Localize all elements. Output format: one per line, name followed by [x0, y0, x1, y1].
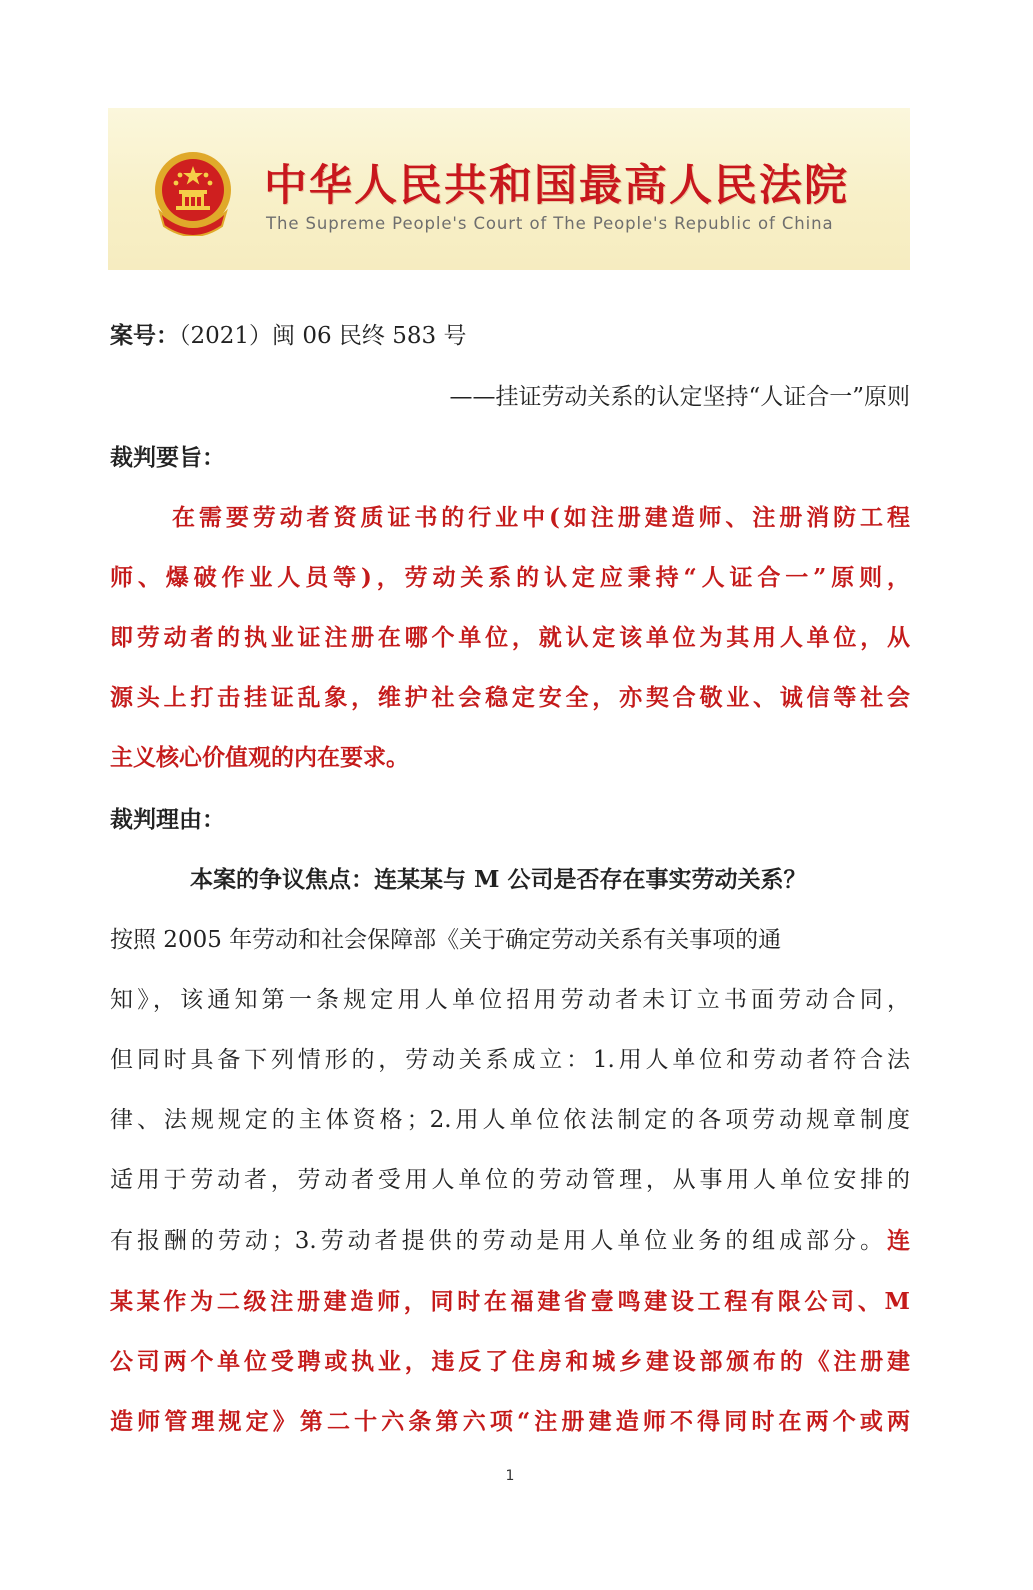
reason-line: 知》，该通知第一条规定用人单位招用劳动者未订立书面劳动合同，: [110, 987, 910, 1013]
gist-line: 在需要劳动者资质证书的行业中(如注册建造师、注册消防工程: [172, 504, 910, 531]
national-emblem-icon: [152, 150, 234, 236]
reasons-heading: 裁判理由：: [110, 806, 225, 833]
reason-red-line: 造师管理规定》第二十六条第六项“注册建造师不得同时在两个或两: [110, 1408, 910, 1435]
reason-line-mixed: [110, 1221, 910, 1261]
gist-line: 师、爆破作业人员等)，劳动关系的认定应秉持“人证合一”原则，: [110, 564, 910, 591]
reason-line: 按照 2005 年劳动和社会保障部《关于确定劳动关系有关事项的通: [110, 927, 782, 953]
gist-heading: 裁判要旨：: [110, 444, 225, 471]
page-number: 1: [505, 1468, 515, 1484]
dispute-focus: 本案的争议焦点：连某某与 M 公司是否存在事实劳动关系？: [190, 866, 807, 893]
case-number-label: 案号：: [110, 322, 179, 349]
case-number: （2021）闽 06 民终 583 号: [179, 323, 467, 349]
reason-red-text: 连: [887, 1227, 910, 1254]
reason-line: 但同时具备下列情形的，劳动关系成立：1.用人单位和劳动者符合法: [110, 1047, 910, 1073]
reason-line: 适用于劳动者，劳动者受用人单位的劳动管理，从事用人单位安排的: [110, 1167, 910, 1193]
court-banner: [108, 108, 910, 270]
gist-line: 主义核心价值观的内在要求。: [110, 744, 409, 771]
gist-line: 源头上打击挂证乱象，维护社会稳定安全，亦契合敬业、诚信等社会: [110, 684, 910, 711]
reason-line: 律、法规规定的主体资格；2.用人单位依法制定的各项劳动规章制度: [110, 1107, 910, 1133]
court-title: 中华人民共和国最高人民法院: [264, 161, 849, 211]
reason-red-line: 公司两个单位受聘或执业，违反了住房和城乡建设部颁布的《注册建: [110, 1348, 910, 1375]
reason-red-line: 某某作为二级注册建造师，同时在福建省壹鸣建设工程有限公司、M: [110, 1288, 910, 1315]
case-subtitle: ——挂证劳动关系的认定坚持“人证合一”原则: [449, 384, 910, 410]
gist-line: 即劳动者的执业证注册在哪个单位，就认定该单位为其用人单位，从: [110, 624, 910, 651]
reason-normal-text: 有报酬的劳动；3.劳动者提供的劳动是用人单位业务的组成部分。: [110, 1228, 887, 1254]
case-number-line: [110, 316, 910, 356]
court-subtitle: The Supreme People's Court of The People's Republic of China: [266, 214, 834, 233]
